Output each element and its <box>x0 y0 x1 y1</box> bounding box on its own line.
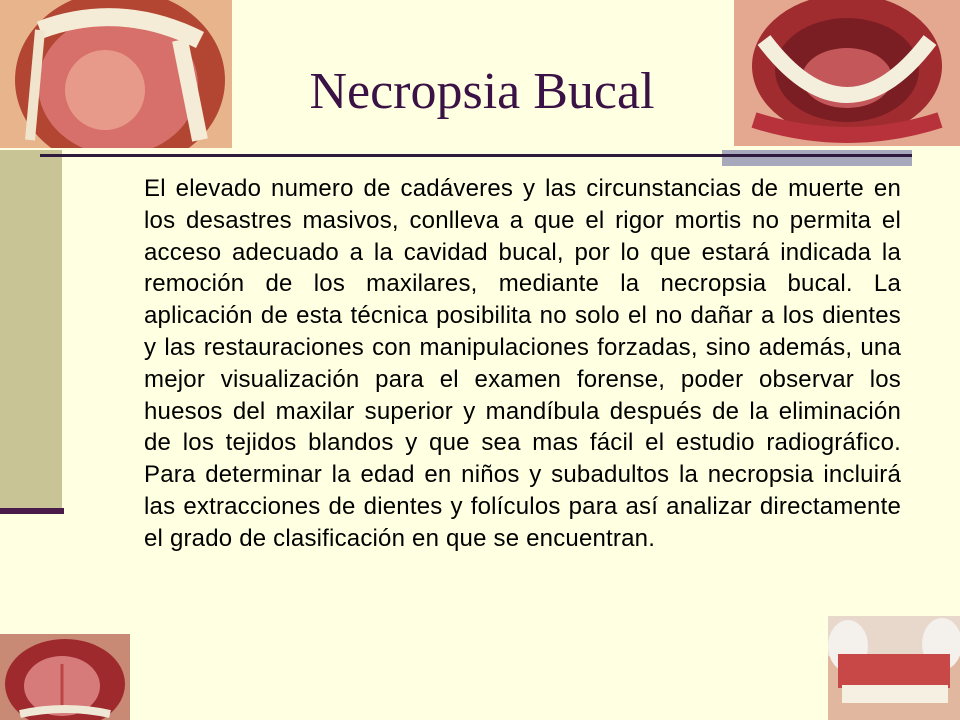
tongue-underside-photo <box>0 634 130 720</box>
title-rule <box>40 154 912 157</box>
lower-teeth-photo <box>734 0 960 146</box>
slide-title: Necropsia Bucal <box>309 63 655 120</box>
body-paragraph: El elevado numero de cadáveres y las circunstancias de muerte en los desastres masivos, conlleva a que el rigor mortis no permita el acceso adecuado a la cavidad bucal, por lo que estará indicada la remoción de los maxilares, mediante la necropsia bucal. La aplicación de esta técnica posibilita no solo el no dañar a los dientes y las restauraciones con manipulaciones forzadas, sino además, una mejor visualización para el examen forense, poder observar los huesos del maxilar superior y mandíbula después de la eliminación de los tejidos blandos y que sea mas fácil el estudio radiográfico. Para determinar la edad en niños y subadultos la necropsia incluirá las extracciones de dientes y folículos para así analizar directamente el grado de clasificación en que se encuentran. <box>144 175 901 552</box>
left-accent-line <box>0 508 64 514</box>
title-rule-highlight <box>722 150 912 166</box>
gum-retraction-photo <box>828 616 960 720</box>
upper-palate-photo <box>0 0 232 148</box>
left-accent-bar <box>0 150 62 508</box>
